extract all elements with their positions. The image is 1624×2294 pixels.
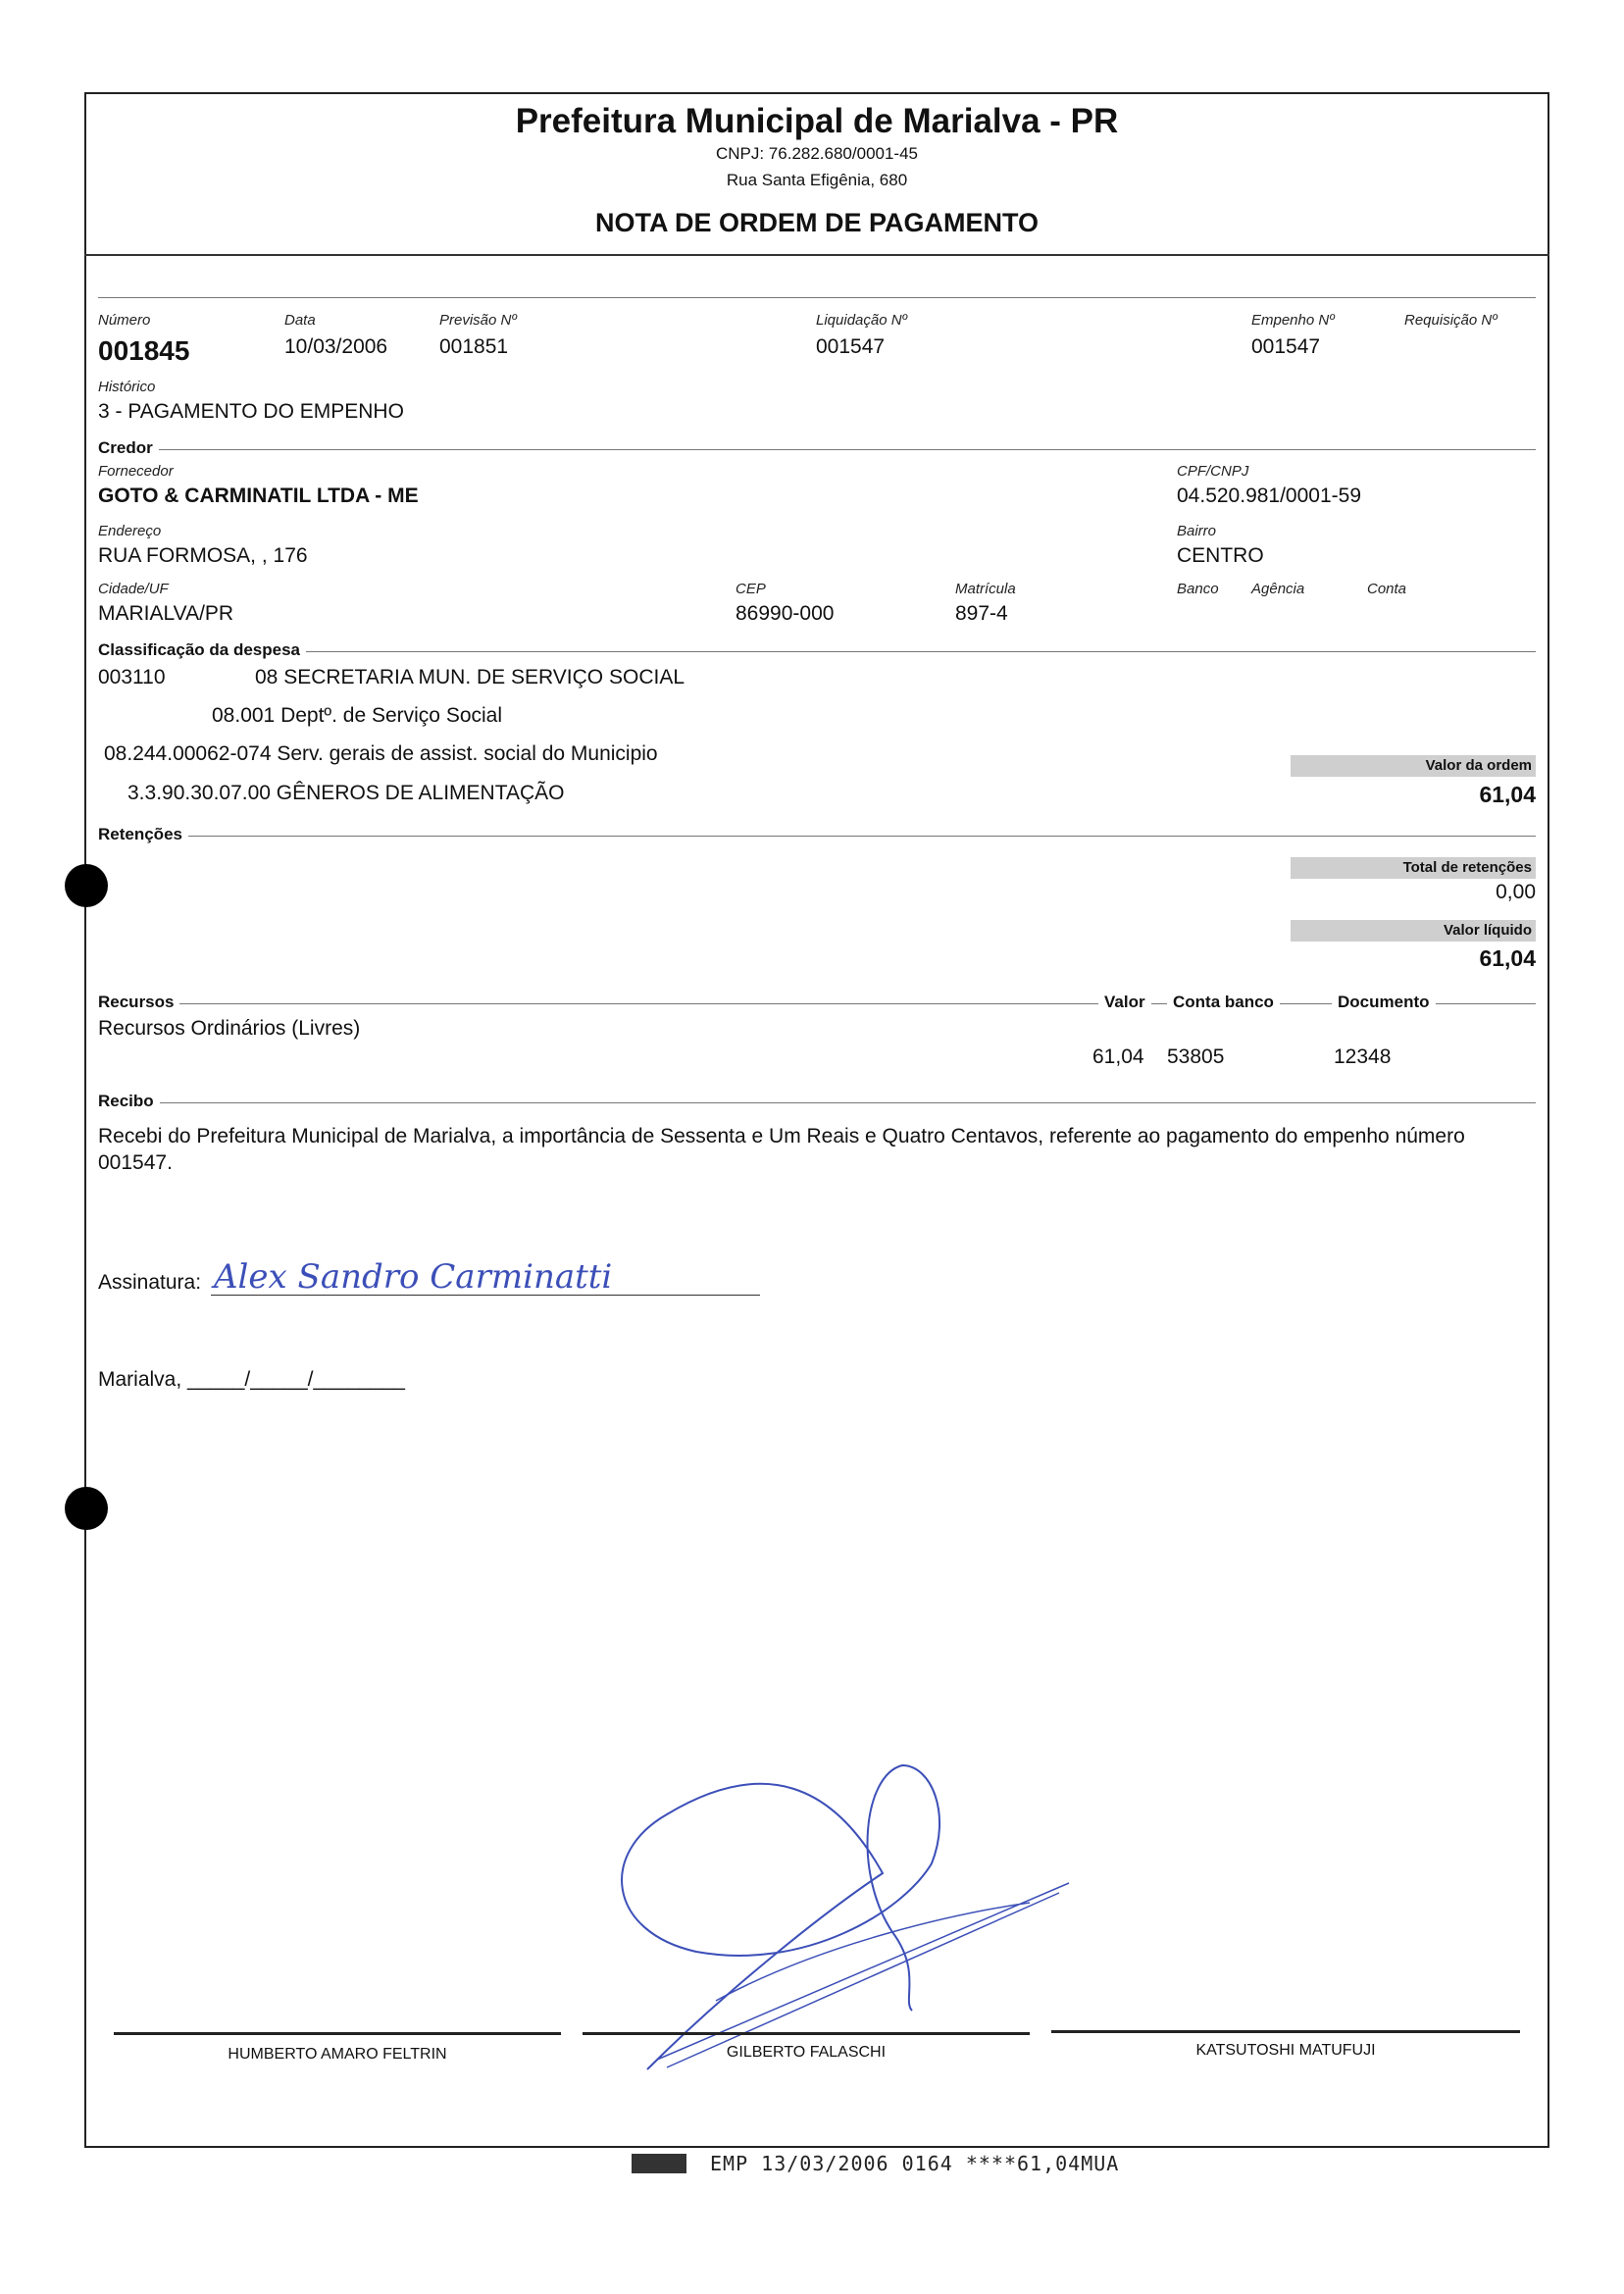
endereco-label: Endereço bbox=[98, 523, 162, 539]
classificacao-code: 003110 bbox=[98, 666, 166, 688]
recursos-rule bbox=[98, 1003, 1536, 1004]
recibo-text: Recebi do Prefeitura Municipal de Marialva, a importância de Sessenta e Um Reais e Quatro Centavos, referente ao pagamento do empenho número 001547. bbox=[98, 1125, 1465, 1174]
punch-hole-top bbox=[65, 864, 108, 907]
numero-value: 001845 bbox=[98, 335, 190, 366]
valor-ordem-label: Valor da ordem bbox=[1425, 757, 1532, 774]
cpf-label: CPF/CNPJ bbox=[1177, 463, 1249, 480]
retencoes-label: Total de retenções bbox=[1402, 859, 1532, 876]
cep-value: 86990-000 bbox=[736, 602, 835, 625]
signatory-2: GILBERTO FALASCHI bbox=[726, 2044, 887, 2061]
handwritten-signature: Alex Sandro Carminatti bbox=[214, 1257, 613, 1297]
liquido-label: Valor líquido bbox=[1443, 922, 1532, 939]
endereco-value: RUA FORMOSA, , 176 bbox=[98, 544, 308, 567]
cnpj-text: CNPJ: 76.282.680/0001-45 bbox=[715, 144, 919, 163]
conta-label: Conta bbox=[1367, 581, 1407, 597]
empenho-value: 001547 bbox=[1251, 335, 1321, 358]
recursos-valor: 61,04 bbox=[1092, 1045, 1144, 1068]
signatory-3: KATSUTOSHI MATUFUJI bbox=[1195, 2042, 1376, 2059]
classificacao-line1: 08 SECRETARIA MUN. DE SERVIÇO SOCIAL bbox=[255, 666, 685, 688]
previsao-label: Previsão Nº bbox=[439, 312, 517, 329]
assinatura-line bbox=[211, 1295, 760, 1296]
recursos-documento-label: Documento bbox=[1332, 993, 1436, 1012]
classificacao-line3: 08.244.00062-074 Serv. gerais de assist. social do Municipio bbox=[104, 742, 658, 765]
signatory-1: HUMBERTO AMARO FELTRIN bbox=[228, 2046, 447, 2063]
agencia-label: Agência bbox=[1251, 581, 1305, 597]
punch-hole-bottom bbox=[65, 1487, 108, 1530]
classificacao-rule bbox=[98, 651, 1536, 652]
liquidacao-value: 001547 bbox=[816, 335, 886, 358]
historico-label: Histórico bbox=[98, 379, 156, 395]
classificacao-section: Classificação da despesa bbox=[98, 640, 306, 660]
signature-line-1 bbox=[114, 2032, 561, 2035]
recursos-conta: 53805 bbox=[1167, 1045, 1225, 1068]
assinatura-label: Assinatura: bbox=[98, 1271, 202, 1294]
recursos-section: Recursos bbox=[98, 993, 179, 1012]
document-title: NOTA DE ORDEM DE PAGAMENTO bbox=[594, 208, 1039, 237]
recursos-conta-label: Conta banco bbox=[1167, 993, 1280, 1012]
signature-line-3 bbox=[1051, 2030, 1520, 2033]
retencoes-section: Retenções bbox=[98, 825, 188, 844]
recibo-rule bbox=[98, 1102, 1536, 1103]
recursos-valor-label: Valor bbox=[1098, 993, 1151, 1012]
cidade-label: Cidade/UF bbox=[98, 581, 169, 597]
requisicao-label: Requisição Nº bbox=[1404, 312, 1497, 329]
matricula-value: 897-4 bbox=[955, 602, 1008, 625]
local-date-line: Marialva, _____/_____/________ bbox=[98, 1368, 405, 1391]
fornecedor-label: Fornecedor bbox=[98, 463, 174, 480]
bairro-value: CENTRO bbox=[1177, 544, 1264, 567]
credor-rule bbox=[98, 449, 1536, 450]
numero-label: Número bbox=[98, 312, 151, 329]
fornecedor-value: GOTO & CARMINATIL LTDA - ME bbox=[98, 484, 419, 507]
liquido-value: 61,04 bbox=[1479, 945, 1536, 971]
banco-label: Banco bbox=[1177, 581, 1219, 597]
page-title: Prefeitura Municipal de Marialva - PR bbox=[515, 102, 1119, 140]
liquidacao-label: Liquidação Nº bbox=[816, 312, 908, 329]
stamp-logo bbox=[632, 2154, 686, 2173]
data-value: 10/03/2006 bbox=[284, 335, 388, 358]
signature-line-2 bbox=[583, 2032, 1030, 2035]
cidade-value: MARIALVA/PR bbox=[98, 602, 234, 625]
bairro-label: Bairro bbox=[1177, 523, 1217, 539]
recibo-section: Recibo bbox=[98, 1092, 160, 1111]
payment-stamp: EMP 13/03/2006 0164 ****61,04MUA bbox=[710, 2152, 1120, 2175]
matricula-label: Matrícula bbox=[955, 581, 1016, 597]
address-text: Rua Santa Efigênia, 680 bbox=[726, 171, 908, 189]
retencoes-rule bbox=[98, 836, 1536, 837]
classificacao-line2: 08.001 Deptº. de Serviço Social bbox=[212, 704, 503, 727]
scribble-signature bbox=[608, 1756, 1079, 2079]
cpf-value: 04.520.981/0001-59 bbox=[1177, 484, 1362, 507]
credor-section: Credor bbox=[98, 438, 159, 458]
valor-ordem-value: 61,04 bbox=[1479, 782, 1536, 807]
previsao-value: 001851 bbox=[439, 335, 509, 358]
header-subdivider bbox=[98, 297, 1536, 298]
recursos-name: Recursos Ordinários (Livres) bbox=[98, 1017, 361, 1040]
historico-value: 3 - PAGAMENTO DO EMPENHO bbox=[98, 400, 404, 423]
empenho-label: Empenho Nº bbox=[1251, 312, 1335, 329]
retencoes-value: 0,00 bbox=[1496, 881, 1536, 903]
recursos-documento: 12348 bbox=[1334, 1045, 1392, 1068]
header-divider bbox=[84, 254, 1549, 256]
cep-label: CEP bbox=[736, 581, 766, 597]
classificacao-line4: 3.3.90.30.07.00 GÊNEROS DE ALIMENTAÇÃO bbox=[127, 782, 565, 804]
data-label: Data bbox=[284, 312, 316, 329]
